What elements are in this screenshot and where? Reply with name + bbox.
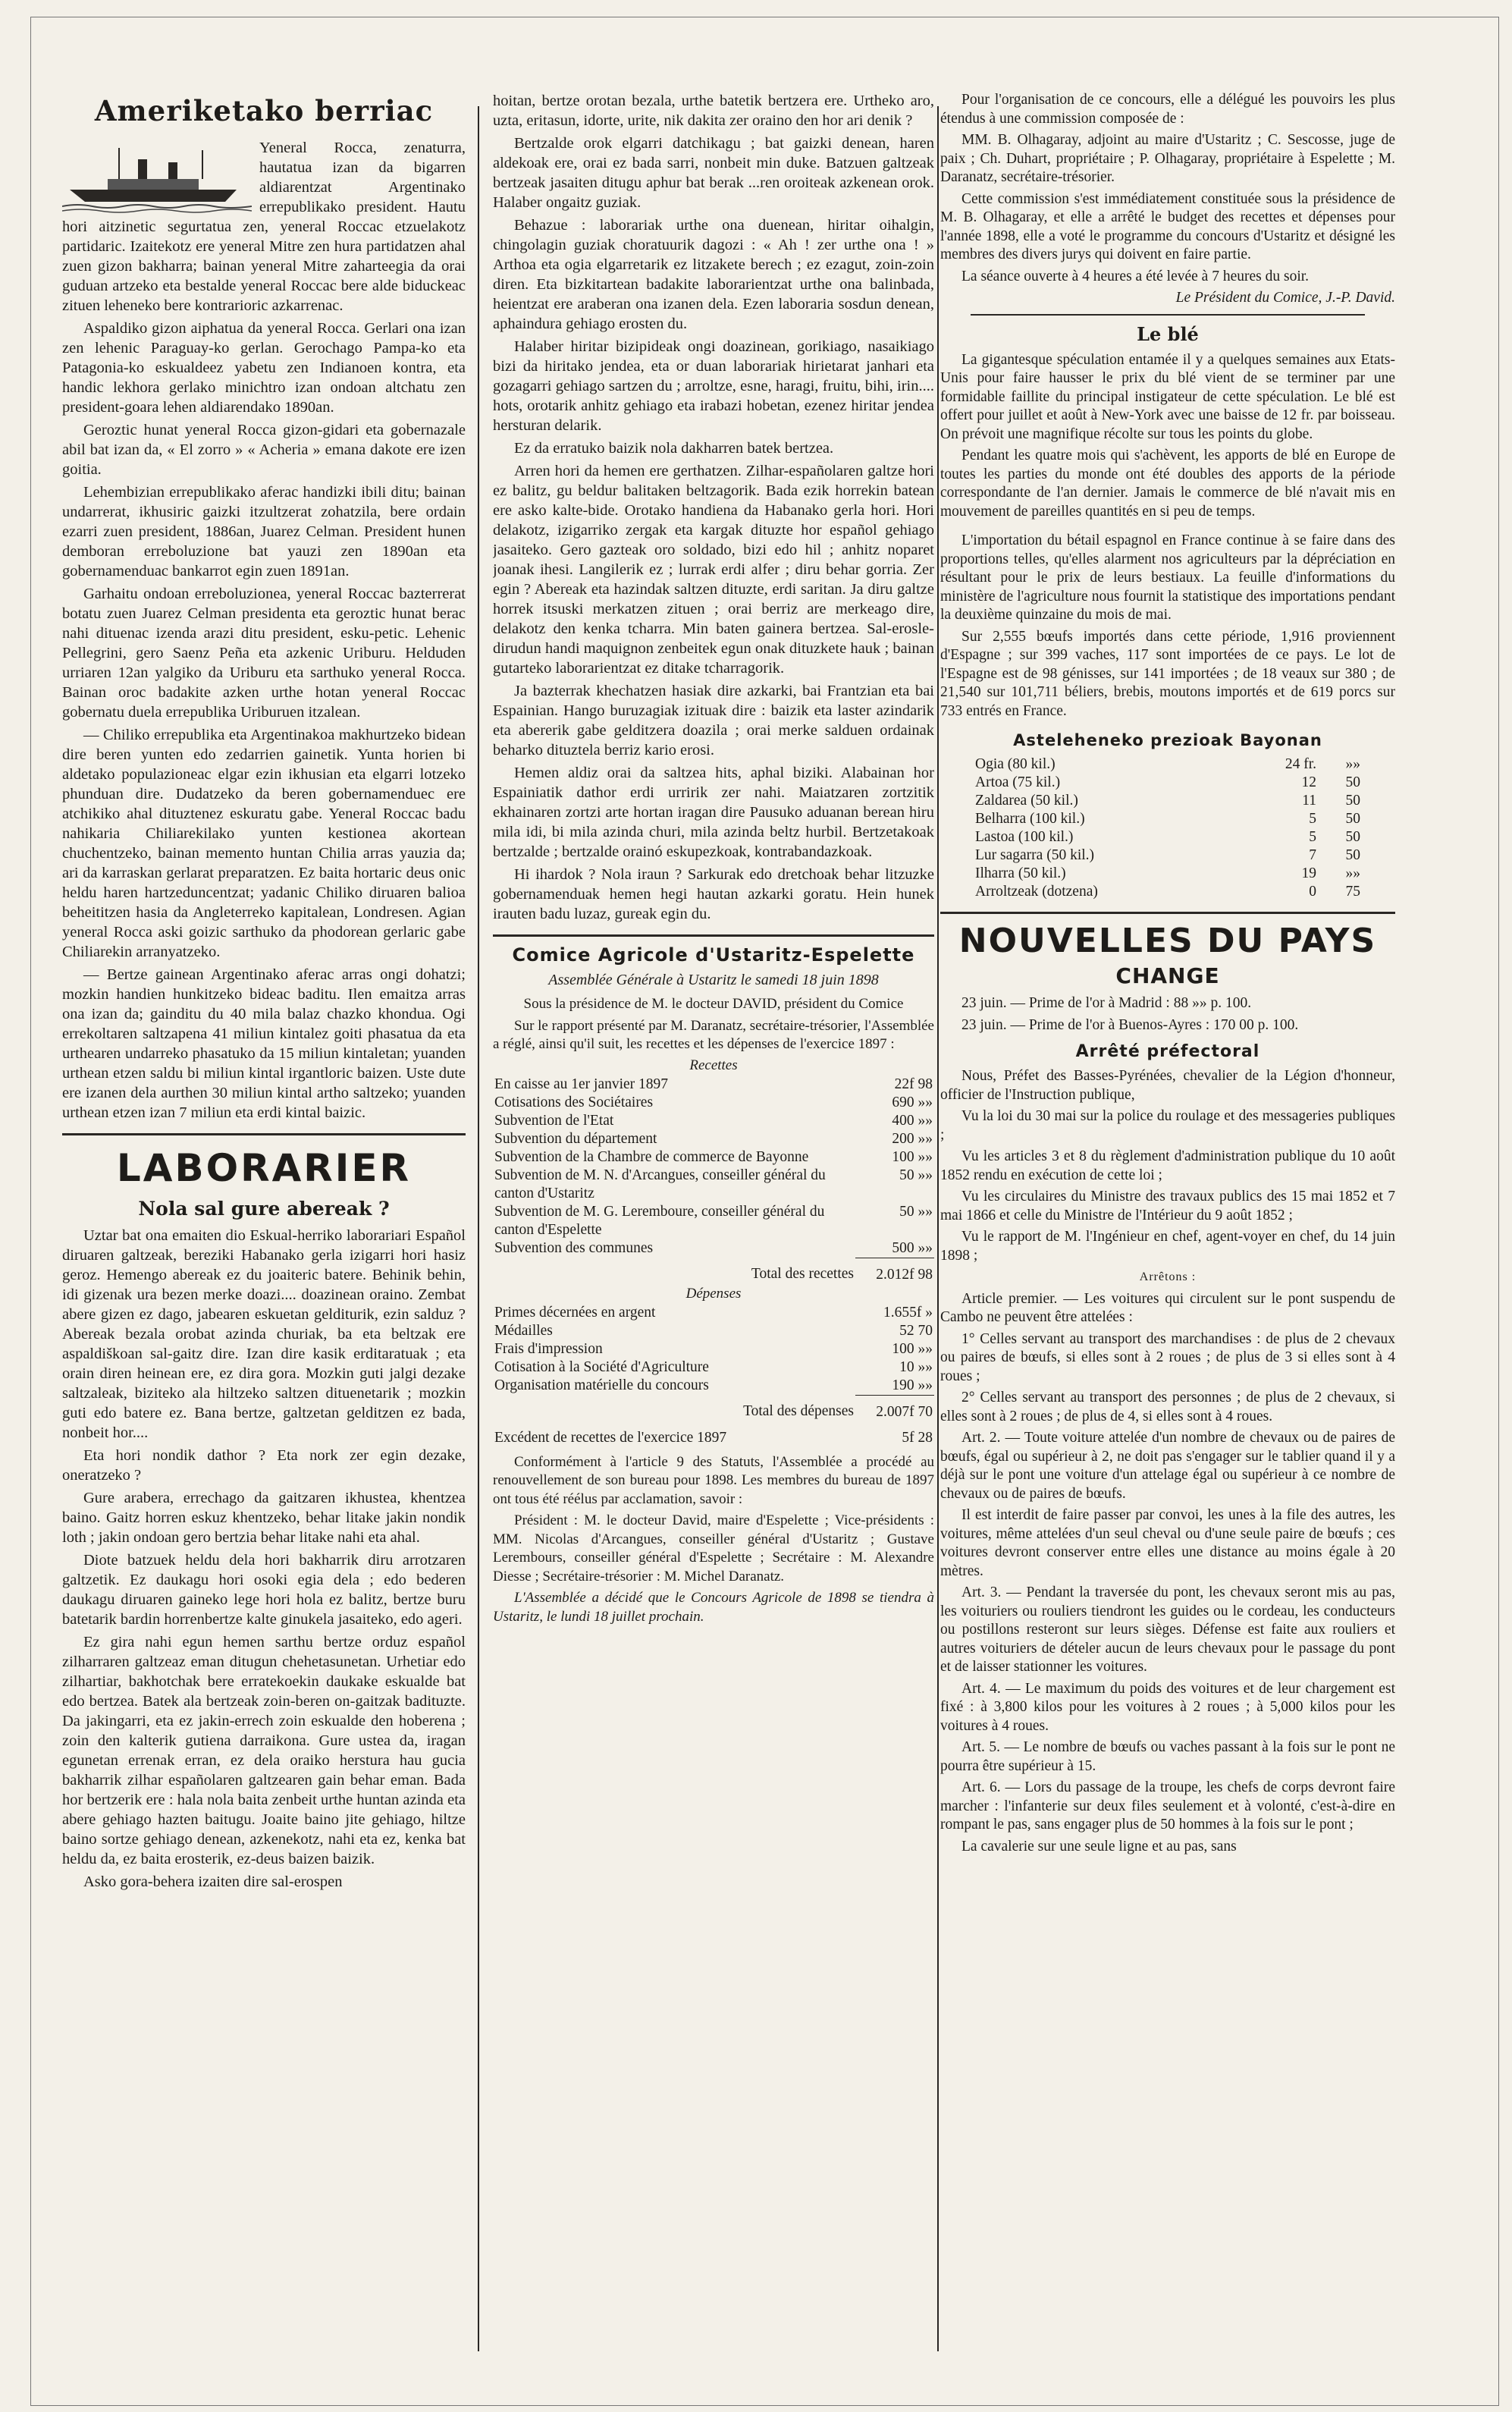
price-value: 0 — [1309, 884, 1316, 900]
assembly-heading: Assemblée Générale à Ustaritz le samedi 18 juin 1898 — [548, 972, 879, 988]
row-value: 50 »» — [899, 1167, 933, 1183]
article-paragraph: Art. 3. — Pendant la traversée du pont, les chevaux seront mis au pas, les voituriers ou rouliers tiendront les guides ou le cordeau, les conducteurs ou postillons resteront sur leurs sièges. Défense est faite aux rouliers et autres voituriers de dételer aucun de leurs chevaux pour le passage du pont et de laisser stationner les voitures. — [940, 1584, 1395, 1675]
row-label: Subvention de la Chambre de commerce de Bayonne — [494, 1148, 809, 1165]
paragraph: L'importation du bétail espagnol en France continue à se faire dans des proportions telles, qu'elles alarment nos agriculteurs par la dépréciation en résultant pour le prix de leurs bestiaux. La feuille d'informations du ministère de l'agriculture nous fournit la statistique des importations pendant la deuxième quinzaine du mois de mai. — [940, 532, 1395, 623]
paragraph: La séance ouverte à 4 heures a été levée à 7 heures du soir. — [961, 268, 1310, 284]
paragraph: Geroztic hunat yeneral Rocca gizon-gidari eta gobernazale abil bat izan da, « El zorro » « Acheria » emana dakote ere izen goitia. — [62, 422, 466, 478]
change-line: 23 juin. — Prime de l'or à Madrid : 88 »» p. 100. — [961, 995, 1252, 1011]
paragraph: Lehembizian errepublikako aferac handizki ibili ditu; bainan undarrerat, ikhusiric gaizki itzultzerat zohatzila, bere ordain ezarri zuen president, 1886an, Juarez Celman. President hunen demboran erreboluzione bat yauzi zen 1890an eta gobernamenduac bankarrot egin zuen 1891an. — [62, 484, 466, 579]
table-row — [972, 810, 1363, 828]
row-label: Cotisation à la Société d'Agriculture — [494, 1358, 709, 1375]
price-value: 7 — [1309, 847, 1316, 863]
price-cents: 50 — [1345, 811, 1360, 827]
price-value: 24 fr. — [1285, 756, 1316, 772]
column-rule-1 — [478, 106, 479, 2351]
paragraph: Ja bazterrak khechatzen hasiak dire azkarki, bai Frantzian eta bai Espainian. Hango buruzagiak izituak dire : baizik eta laster azindarik eta abererik gabe gelditzera doazila ; orai merke salduen ordainak beharko dituztela berriz kario erosi. — [493, 683, 934, 758]
row-label: Subvention de M. G. Leremboure, conseiller général du canton d'Espelette — [494, 1203, 825, 1238]
signature: Le Président du Comice, J.-P. David. — [1175, 290, 1395, 306]
arretons-heading: Arrêtons : — [1139, 1270, 1197, 1283]
paragraph: Garhaitu ondoan erreboluzionea, yeneral Roccac bazterrerat botatu zuen Juarez Celman presidenta eta geroztic hunat berac nahi dituenac izenda arazi ditu president, esku-petic. Lehenic Pellegrini, gero Saenz Peña eta azkenic Uriburu. Helduden urriaren 12an yalgiko da Uriburu eta sarthuko yeneral Rocca. Bainan oroc badakite azken urthe hotan yeneral Roccac gobernatu duela errepublika Uriburuen itzalean. — [62, 586, 466, 721]
paragraph: Conformément à l'article 9 des Statuts, l'Assemblée a procédé au renouvellement de son bureau pour 1898. Les membres du bureau de 1897 ont tous été réélus par acclamation, savoir : — [493, 1453, 934, 1507]
paragraph: Hemen aldiz orai da saltzea hits, aphal biziki. Alabainan hor Espainiatik dathor erdi urririk zer nahi. Maiatzaren zortzitik ekhainaren zortzi arte hortan iragan dire Pausuko aduanan berean hiru mila idi, bi mila azinda churi, mila azinda beltz hurbil. Bertzetakoak bertzalde ; bertzalde orainó eskupezkoak, kontrabandazkoak. — [493, 765, 934, 860]
steamship-illustration — [62, 144, 252, 214]
article-paragraph: Il est interdit de faire passer par convoi, les unes à la file des autres, les voitures, même attelées d'un seul cheval ou d'une seule paire de bœufs ; ces voitures devront conserver entre elles une distance au moins égale à 20 mètres. — [940, 1507, 1395, 1579]
article-paragraph: 2° Celles servant au transport des personnes ; de plus de 2 chevaux, si elles sont à 2 roues ; de plus de 4, si elles sont à 4 roues. — [940, 1390, 1395, 1424]
change-line: 23 juin. — Prime de l'or à Buenos-Ayres : 170 00 p. 100. — [961, 1016, 1299, 1033]
excedent-value: 5f 28 — [902, 1429, 933, 1446]
paragraph: Ez gira nahi egun hemen sarthu bertze orduz español zilharraren galtzeaz eman ditugun chehetasunetan. Urhetiar edo zilhartiar, bakhotchak bere erratekoekin daukake eskualde bat edo bertzea. Batek ala bertzeak zoin-beren on-gaitzak badituzte. Da jakingarri, eta ez jakin-errech zoin eskualde den hoberena ; zoin den kalterik gutiena darraikona. Gure ustea da, iragan egunetan errenak erran, ez dela oraiko herstura hau gucia bakharrik zilhar españolaren galtzearen gain behar eman. Bada hor bertzerik ere : hala nola baita zenbeit urthe huntan azinda eta abere gehiago hazten baitugu. Joaite baino jite gehiago, hiltze baino sortze gehiago denean, azkenekotz, nahi eta ez, kenka bat heldu da, ez baita erosterik, ez-deus baizen baizik. — [62, 1634, 466, 1867]
total-row — [493, 1395, 934, 1421]
paragraph: — Chiliko errepublika eta Argentinakoa makhurtzeko bidean dire beren yunten edo zedarrien gainetik. Yunta horien bi aldetako populazioneac elgar ezin ikhusian eta elgarri lotzeko phunduan dire. Dudatzeko da beren gobernamenduec ere atchikiko ahal dituztenez eskuratu gabe. Yeneral Roccac badu nahikaria Chiliarekilako yunten kestionea akortean chuchentzeko, bainan memento huntan Chilia arras yauzia da; ari da karraskan gerlarat preparatzen. Ez baita hortaric deus onic heldu haren hartzeduncentzat; yadanic Chiliko diruaren balioa beheititzen hasia da Angleterreko kapitalean, Londresen. Agian yeneral Rocca aski goizic sarthuko da phodorean gerlaric gabe Chiliarekin arranyatzeko. — [62, 727, 466, 960]
table-row — [493, 1076, 934, 1094]
paragraph: Vu le rapport de M. l'Ingénieur en chef, agent-voyer en chef, du 14 juin 1898 ; — [940, 1229, 1395, 1264]
price-item: Lastoa (100 kil.) — [975, 829, 1074, 845]
row-value: 100 »» — [892, 1148, 933, 1165]
total-label: Total des recettes — [751, 1266, 854, 1282]
table-row — [493, 1112, 934, 1130]
paragraph: Halaber hiritar bizipideak ongi doazinean, gorikiago, nasaikiago bizi da hiritako jendea, eta or duan laborariak hirietarat janhari eta gozagarri gehiago sartzen du ; arroltze, esne, haragi, fruitu, bihi, irin.... hots, orotarik anhitz gehiago eta irabazi hobetan, ezenez hiritar jendea hersturan delarik. — [493, 338, 934, 434]
row-label: Cotisations des Sociétaires — [494, 1094, 654, 1110]
article-paragraph: Art. 2. — Toute voiture attelée d'un nombre de chevaux ou de paires de bœufs, égal ou supérieur à 2, ne doit pas s'engager sur le tablier quand il y a déjà sur le pont une voiture d'un attelage égal ou supérieur à ce nombre de chevaux ou de paires de bœufs. — [940, 1430, 1395, 1502]
row-label: Médailles — [494, 1322, 553, 1339]
paragraph: Pendant les quatre mois qui s'achèvent, les apports de blé en Europe de toutes les parties du monde ont été doubles des apports de la période correspondante de l'an dernier. Jamais le commerce de blé n'avait mis en mouvement de pareilles quantités en si peu de temps. — [940, 448, 1395, 520]
presidence-line: Sous la présidence de M. le docteur DAVID, président du Comice — [523, 996, 904, 1012]
paragraph: — Bertze gainean Argentinako aferac arras ongi dohatzi; mozkin handien hunkitzeko bideac baditu. Ilen emaitza arras ona izan da; gainditu du 40 mila balaz chazko khondua. Ogi errekoltaren saltzapena 41 miliun kintalez goiti phasatua da eta urthearen undarreko phasatuko da 15 miliun kintaletan; yuanden urthean etzen saldu bi miliun kintal irgantloric baizen. Uste dute ere izanen dela aurthen 30 miliun kintal artho saltzeko; yuanden urthean etzen izan 7 miliun eta erdi kintal baizic. — [62, 966, 466, 1121]
paragraph: Nous, Préfet des Basses-Pyrénées, chevalier de la Légion d'honneur, officier de l'Instruction publique, — [940, 1068, 1395, 1103]
paragraph: Pour l'organisation de ce concours, elle a délégué les pouvoirs les plus étendus à une commission composée de : — [940, 92, 1395, 127]
change-title: CHANGE — [1115, 963, 1220, 988]
price-item: Ilharra (50 kil.) — [975, 865, 1066, 881]
article-paragraph: 1° Celles servant au transport des marchandises : de plus de 2 chevaux ou paires de bœufs, si elles sont à 2 roues ; de plus de 3 si elles sont à 4 roues ; — [940, 1330, 1395, 1384]
table-row — [972, 828, 1363, 846]
arrete-title: Arrêté préfectoral — [1075, 1042, 1260, 1061]
table-row — [972, 755, 1363, 774]
paragraph: Vu la loi du 30 mai sur la police du roulage et des messageries publiques ; — [940, 1108, 1395, 1143]
paragraph: Ez da erratuko baizik nola dakharren batek bertzea. — [514, 440, 834, 457]
row-value: 400 »» — [892, 1112, 933, 1129]
paragraph: Arren hori da hemen ere gerthatzen. Zilhar-españolaren galtze hori ez balitz, gu beldur balitaken beltzagorik. Bada ezik horrekin batean ere asko kalte-bide. Orotako handiena da Habanako gerla hori. Hori delakotz, izigarriko zergak eta kargak dituzte hor español gehiago jasaiteko. Gero gazteak oro soldado, bizi edo hil ; anhitz noparet joanak ihesi. Langilerik ez ; lurrak erdi alfer ; diru behar gorria. Zer egin ? Abereak eta hazindak saltzen dituzte, erdi saritan. Ja diru galtze horrek itsuski merkatzen zituen ; orai berriz are merkeago dire, delakotz den kenka tcharra. Min baten gainera bertzea. Sal-erosle-dirudun handi maquignon zenbeitek egun onak dituzkete hauk ; bainan gutarteko laborarientzat ez ditake tcharragorik. — [493, 463, 934, 677]
paragraph: Sur 2,555 bœufs importés dans cette période, 1,916 proviennent d'Espagne ; sur 399 vaches, 117 sont importées de ce pays. Le lot de l'Espagne est de 98 génisses, sur 141 importées ; de 18 veaux sur 380 ; de 21,540 sur 101,711 béliers, brebis, moutons importés et de 619 porcs sur 733 entrés en France. — [940, 628, 1395, 719]
column-rule-2 — [937, 106, 939, 2351]
article-paragraph: Art. 6. — Lors du passage de la troupe, les chefs de corps devront faire marcher : l'infanterie sur deux files seulement et à volonté, c'est-à-dire en rompant le pas, sans engager plus de 50 hommes à la fois sur le pont ; — [940, 1779, 1395, 1833]
paragraph: Asko gora-behera izaiten dire sal-erospen — [83, 1873, 343, 1890]
table-row — [493, 1203, 934, 1239]
row-value: 52 70 — [899, 1322, 933, 1339]
row-value: 50 »» — [899, 1203, 933, 1220]
excedent-row — [493, 1421, 934, 1447]
total-label: Total des dépenses — [743, 1403, 854, 1419]
price-cents: 75 — [1345, 884, 1360, 900]
prices-table — [972, 755, 1363, 901]
section-title-nouvelles: NOUVELLES DU PAYS — [958, 922, 1377, 960]
prices-title: Asteleheneko prezioak Bayonan — [1013, 731, 1322, 749]
section-divider — [940, 912, 1395, 914]
table-row — [493, 1304, 934, 1322]
row-label: Organisation matérielle du concours — [494, 1377, 709, 1393]
row-label: Primes décernées en argent — [494, 1304, 656, 1321]
section-title-laborarier: LABORARIER — [116, 1146, 412, 1190]
article-paragraph: Art. 4. — Le maximum du poids des voitures et de leur chargement est fixé : à 3,800 kilos pour les voitures à 2 roues ; à 5,000 kilos pour les voitures à 4 roues. — [940, 1680, 1395, 1734]
article-paragraph: Article premier. — Les voitures qui circulent sur le pont suspendu de Cambo ne peuvent être attelées : — [940, 1290, 1395, 1325]
recettes-table — [493, 1076, 934, 1284]
price-cents: »» — [1345, 756, 1360, 772]
row-value: 690 »» — [892, 1094, 933, 1110]
price-cents: 50 — [1345, 829, 1360, 845]
table-row — [972, 865, 1363, 883]
column-1 — [62, 91, 466, 2382]
recettes-heading: Recettes — [689, 1057, 738, 1073]
table-row — [493, 1358, 934, 1377]
price-item: Belharra (100 kil.) — [975, 811, 1085, 827]
price-item: Artoa (75 kil.) — [975, 774, 1061, 790]
table-row — [972, 883, 1363, 901]
section-divider — [493, 934, 934, 937]
paragraph: Cette commission s'est immédiatement constituée sous la présidence de M. B. Olhagaray, et elle a arrêté le budget des recettes et dépenses pour l'année 1898, elle a voté le programme du concours d'Ustaritz et désigné les membres des divers jurys qui doivent en faire partie. — [940, 190, 1395, 262]
price-value: 5 — [1309, 829, 1316, 845]
table-row — [493, 1322, 934, 1340]
paragraph: Diote batzuek heldu dela hori bakharrik diru arrotzaren galtzetik. Ez daukagu hori osoki egia dela ; edo bederen daukagu diruaren gaineko lege hori hola ez balitz, bertze buru batetarik bardin horrenbertze kalte ginukela jasaiteko, edo ageri. — [62, 1552, 466, 1628]
price-cents: »» — [1345, 865, 1360, 881]
row-label: Subvention du département — [494, 1130, 657, 1147]
paragraph: MM. B. Olhagaray, adjoint au maire d'Ustaritz ; C. Sescosse, juge de paix ; Ch. Duhart, propriétaire ; P. Olhagaray, propriétaire à Espelette ; M. Daranatz, secrétaire-trésorier. — [940, 132, 1395, 185]
row-value: 10 »» — [899, 1358, 933, 1375]
table-row — [972, 846, 1363, 865]
depenses-heading: Dépenses — [685, 1285, 742, 1302]
row-value: 100 »» — [892, 1340, 933, 1357]
article-paragraph: Art. 5. — Le nombre de bœufs ou vaches passant à la fois sur le pont ne pourra être supérieur à 15. — [940, 1739, 1395, 1774]
table-row — [493, 1167, 934, 1203]
section-divider — [62, 1133, 466, 1135]
price-value: 19 — [1301, 865, 1316, 881]
paragraph: La gigantesque spéculation entamée il y a quelques semaines aux Etats-Unis pour faire hausser le prix du blé vient de se terminer par une formidable faillite du principal instigateur de cette spéculation. Le blé est offert pour juillet et août à New-York avec une baisse de 12 fr. par boisseau. On prévoit une magnifique récolte sur tous les points du globe. — [940, 351, 1395, 442]
price-cents: 50 — [1345, 774, 1360, 790]
excedent-label: Excédent de recettes de l'exercice 1897 — [494, 1429, 727, 1446]
column-2 — [493, 91, 934, 2382]
row-value: 22f 98 — [894, 1076, 933, 1092]
paragraph: Bertzalde orok elgarri datchikagu ; bat gaizki denean, haren aldekoak ere, orai ez bada sarri, nonbeit min duke. Batzuen galtzeak bertzeak jasaiten ditugu aphur bat berak ...ren oroiteak azkenean orok. Halaber ongaitz guziak. — [493, 135, 934, 211]
table-row — [972, 792, 1363, 810]
paragraph: Behazue : laborariak urthe ona duenean, hiritar oihalgin, chingolagin guziak choratuurik dagozi : « Ah ! zer urthe ona ! » Arthoa eta ogia elgarretarik ez litzakete berech ; ez ezagut, zoin-zoin diren. Eta bizkitartean badakite laborarientzat urthe ona balinbada, heientzat ere araberan ona izanen dela. Ezen laboraria sosdun denean, aphaindura gehiago erosten du. — [493, 217, 934, 332]
paragraph: L'Assemblée a décidé que le Concours Agricole de 1898 se tiendra à Ustaritz, le lundi 18 juillet prochain. — [493, 1590, 934, 1625]
article-title-ameriketako: Ameriketako berriac — [94, 94, 434, 127]
table-row — [493, 1148, 934, 1167]
table-row — [493, 1239, 934, 1258]
price-cents: 50 — [1345, 793, 1360, 809]
article-title-comice: Comice Agricole d'Ustaritz-Espelette — [512, 944, 915, 966]
total-row — [493, 1258, 934, 1284]
table-row — [493, 1340, 934, 1358]
price-item: Lur sagarra (50 kil.) — [975, 847, 1095, 863]
price-item: Arroltzeak (dotzena) — [975, 884, 1098, 900]
price-value: 12 — [1301, 774, 1316, 790]
table-row — [493, 1377, 934, 1396]
row-label: En caisse au 1er janvier 1897 — [494, 1076, 669, 1092]
row-value: 200 »» — [892, 1130, 933, 1147]
paragraph: Yeneral Rocca, zenaturra, hautatua izan da bigarren aldiarentzat Argentinako errepublikako president. Hautu hori aitzinetic segurtatua zen, yeneral Roccac etzuelakotz partidaric. Izaitekotz ere yeneral Mitre zen hura partidatzen ahal zuen gizon bakharra; bainan yeneral Mitre zaharteegia da orai guduan artzeko eta bestalde yeneral Roccac bere alde biduckeac zituen leheneko bere kontrarioric azkarrenac. — [62, 140, 466, 314]
paragraph: Hi ihardok ? Nola iraun ? Sarkurak edo dretchoak behar litzuzke gobernamenduak hemen hegi hautan azkarki goratu. Hein hunek irauten badu luzaz, gureak egin du. — [493, 866, 934, 922]
article-title-le-ble: Le blé — [1137, 322, 1199, 345]
row-label: Subvention des communes — [494, 1239, 654, 1256]
paragraph: Aspaldiko gizon aiphatua da yeneral Rocca. Gerlari ona izan zen lehenic Paraguay-ko gerlan. Gerochago Pampa-ko eta Patagonia-ko eskualdeez yabetu zen Indianoen kontra, eta handic lekhora gerlako minichtro izan ondoan altchatu zen president-goara lehen aldiarendako 1890an. — [62, 320, 466, 416]
paragraph: Président : M. le docteur David, maire d'Espelette ; Vice-présidents : MM. Nicolas d'Arcangues, conseiller général d'Ustaritz ; Gustave Lerembours, conseiller général d'Espelette ; Secrétaire : M. Alexandre Diesse ; Secrétaire-trésorier : M. Michel Daranatz. — [493, 1512, 934, 1584]
depenses-table — [493, 1304, 934, 1447]
row-label: Subvention de l'Etat — [494, 1112, 614, 1129]
paragraph: Vu les articles 3 et 8 du règlement d'administration publique du 10 août 1852 rendu en exécution de cette loi ; — [940, 1148, 1395, 1183]
price-cents: 50 — [1345, 847, 1360, 863]
row-value: 190 »» — [855, 1377, 934, 1396]
section-divider — [971, 314, 1365, 316]
column-3 — [940, 91, 1395, 2382]
paragraph: Uztar bat ona emaiten dio Eskual-herriko laborariari Español diruaren galtzeak, bereziki Habanako gerla izigarri hori hasiz geroz. Hemengo abereak ez du joaiteric batere. Behinik behin, idi gizenak ura bezen merke doazi.... doazinean oraino. Zembat abere gizen ez dago, jabearen eskuetan gelditurik, ezin salduz ? Abereak bezala orobat azinda churiak, ba eta beltzak ere aspaldiškoan sal-gaitz dire. Izan dire kasik erditaratuak ; eta orain diren heinean ere, ez dira gora. Mozkin guti jalgi dezake saltzaleak, biziteko ala hiltzeko saltzen dituenetarik ; mozkin guti edo batere ez. Bana bertze, galtzetan gelditzen ez bada, nonbeit hor.... — [62, 1227, 466, 1441]
paragraph: Gure arabera, errechago da gaitzaren ikhustea, khentzea baino. Gaitz horren eskuz khentzeko, behar litake jakin nondik loth ; jakin ondoan gero bertzia behar litake nahi eta ahal. — [62, 1490, 466, 1546]
price-value: 11 — [1302, 793, 1316, 809]
article-title-nola-sal: Nola sal gure abereak ? — [138, 1198, 390, 1220]
total-value: 2.012f 98 — [876, 1266, 933, 1283]
paragraph: Eta hori nondik dathor ? Eta nork zer egin dezake, oneratzeko ? — [62, 1447, 466, 1484]
price-item: Zaldarea (50 kil.) — [975, 793, 1078, 809]
paragraph: hoitan, bertze orotan bezala, urthe batetik bertzera ere. Urtheko aro, uzta, eritasun, idorte, urite, nik dakita zer oraino den hor ari denik ? — [493, 93, 934, 129]
article-paragraph: La cavalerie sur une seule ligne et au pas, sans — [961, 1838, 1237, 1855]
table-row — [493, 1094, 934, 1112]
row-value: 500 »» — [855, 1239, 934, 1258]
row-label: Subvention de M. N. d'Arcangues, conseiller général du canton d'Ustaritz — [494, 1167, 826, 1201]
total-value: 2.007f 70 — [876, 1403, 933, 1420]
table-row — [972, 774, 1363, 792]
row-value: 1.655f » — [883, 1304, 933, 1321]
paragraph: Sur le rapport présenté par M. Daranatz, secrétaire-trésorier, l'Assemblée a réglé, ainsi qu'il suit, les recettes et les dépenses de l'exercice 1897 : — [493, 1017, 934, 1052]
row-label: Frais d'impression — [494, 1340, 603, 1357]
price-value: 5 — [1309, 811, 1316, 827]
table-row — [493, 1130, 934, 1148]
price-item: Ogia (80 kil.) — [975, 756, 1056, 772]
paragraph: Vu les circulaires du Ministre des travaux publics des 15 mai 1852 et 7 mai 1866 et celle du Ministre de l'Intérieur du 9 août 1852 ; — [940, 1189, 1395, 1223]
